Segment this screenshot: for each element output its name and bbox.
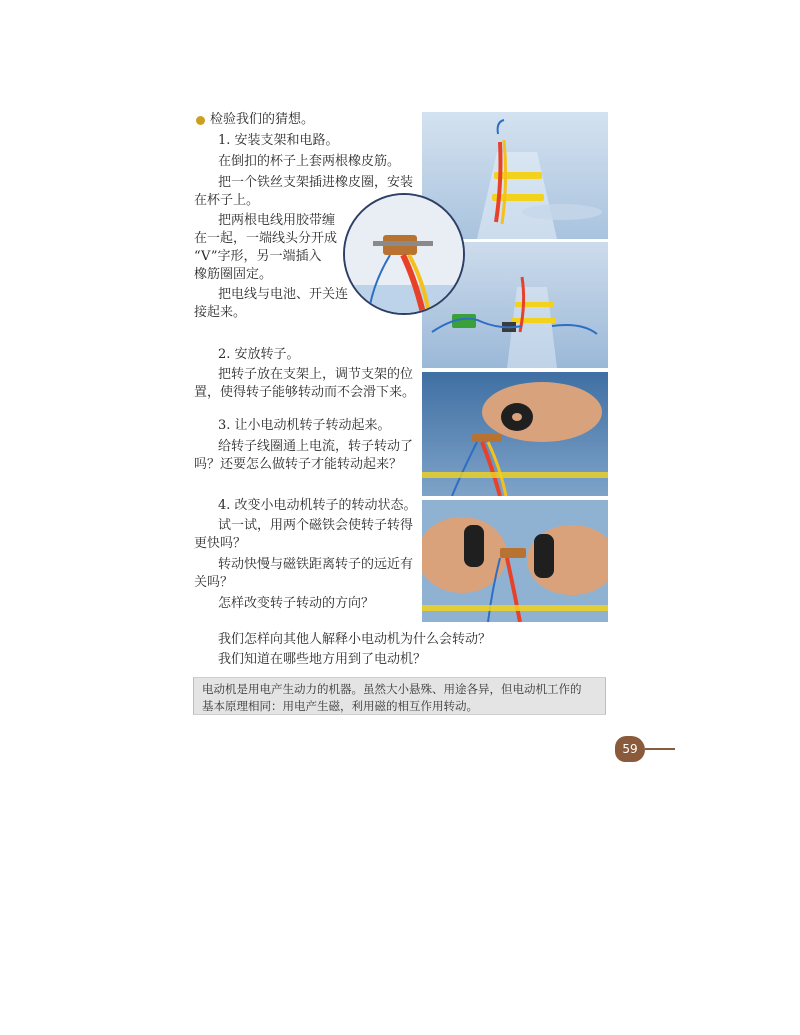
step3-title: 3. 让小电动机转子转动起来。 <box>218 418 391 433</box>
step1-line: 在一起，一端线头分开成 <box>194 231 338 246</box>
step1-line: 把电线与电池、开关连 <box>218 287 349 302</box>
step2-line: 把转子放在支架上，调节支架的位 <box>218 367 414 382</box>
summary-line: 电动机是用电产生动力的机器。虽然大小悬殊、用途各异，但电动机工作的 <box>202 682 582 696</box>
step1-line: 在倒扣的杯子上套两根橡皮筋。 <box>218 154 401 169</box>
step4-line: 转动快慢与磁铁距离转子的远近有 <box>218 557 414 572</box>
summary-line: 基本原理相同：用电产生磁，利用磁的相互作用转动。 <box>202 699 478 713</box>
step3-line: 吗？还要怎么做转子才能转动起来？ <box>194 457 403 472</box>
question-line: 我们知道在哪些地方用到了电动机？ <box>218 652 427 667</box>
step1-line: 在杯子上。 <box>194 193 260 208</box>
step4-line: 更快吗？ <box>194 536 247 551</box>
photo-rotor-one-magnet <box>422 372 608 496</box>
step4-line: 关吗？ <box>194 575 234 590</box>
step4-title: 4. 改变小电动机转子的转动状态。 <box>218 498 417 513</box>
step2-title: 2. 安放转子。 <box>218 347 300 362</box>
step1-line: 把一个铁丝支架插进橡皮圈，安装 <box>218 175 414 190</box>
step1-line: 接起来。 <box>194 305 247 320</box>
step3-line: 给转子线圈通上电流，转子转动了 <box>218 439 414 454</box>
step4-line: 试一试，用两个磁铁会使转子转得 <box>218 518 414 533</box>
question-line: 我们怎样向其他人解释小电动机为什么会转动？ <box>218 632 492 647</box>
step1-line: 把两根电线用胶带缠 <box>218 213 336 228</box>
bullet-dot <box>196 116 205 125</box>
photo-closeup-inset <box>343 193 465 315</box>
page-number-rule <box>645 748 675 750</box>
summary-box <box>193 677 606 715</box>
section-heading: 检验我们的猜想。 <box>210 112 315 127</box>
step2-line: 置，使得转子能够转动而不会滑下来。 <box>194 385 416 400</box>
step1-line: “V”字形，另一端插入 <box>194 249 322 264</box>
page-number: 59 <box>615 736 645 762</box>
photo-rotor-two-magnets <box>422 500 608 622</box>
step1-line: 橡筋圈固定。 <box>194 267 273 282</box>
step1-title: 1. 安装支架和电路。 <box>218 133 339 148</box>
step4-line: 怎样改变转子转动的方向？ <box>218 596 375 611</box>
